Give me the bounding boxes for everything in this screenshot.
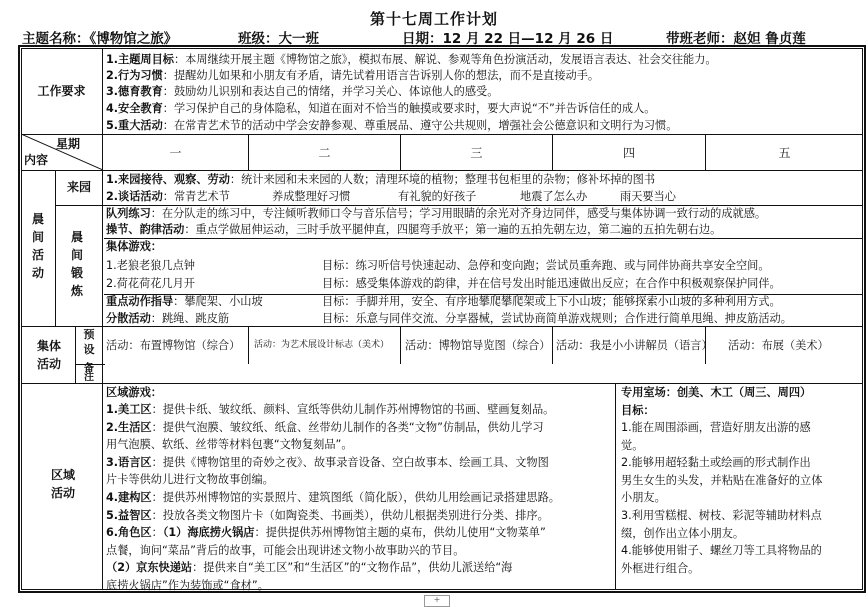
game-2-goal: 目标：感受集体游戏的韵律，并在信号发出时能迅速做出反应；在合作中积极观察保护同伴。 xyxy=(322,277,781,290)
goal-line: 1.能在周围添画，营造好朋友出游的感 xyxy=(621,421,811,434)
plan-label: 预 设 xyxy=(83,328,95,356)
goal-line: 2.能够用超轻黏土或绘画的形式制作出 xyxy=(621,456,811,470)
work-req-5: 5.重大活动：在常青艺术节的活动中学会安静参观、尊重展品、遵守公共规则，增强社会公德意识和文明行为习惯。 xyxy=(106,119,678,132)
page-control[interactable]: + xyxy=(424,595,450,607)
class-name: 班级：大一班 xyxy=(238,31,319,47)
exercise-label: 晨 间 锻 炼 xyxy=(70,230,83,298)
day-mon: 一 xyxy=(169,146,182,160)
work-req-3: 3.德育教育：鼓励幼儿识别和表达自己的情绪，并学习关心、体谅他人的感受。 xyxy=(106,85,499,98)
week-header: 星期 xyxy=(56,137,81,151)
collective-thu: 活动：我是小小讲解员（语言） xyxy=(556,339,713,352)
gym-exercise: 操节、韵律活动：重点学做屈伸运动，三时手放平腿伸直，四腿弯手放平；第一遍的五拍先朝左边，第二遍的五拍先朝右边。 xyxy=(106,223,722,236)
collective-label: 集体 活动 xyxy=(36,339,61,371)
day-fri: 五 xyxy=(778,146,791,160)
area-line: 2.生活区：提供气泡膜、皱纹纸、纸盒、丝带幼儿制作的各类“文物”仿制品，供幼儿学习 xyxy=(106,420,544,434)
goal-line: 3.利用雪糕棍、树枝、彩泥等辅助材料点 xyxy=(621,508,822,522)
queue-practice: 队列练习：在分队走的练习中，专注倾听教师口令与音乐信号；学习用眼睛的余光对齐身边同伴，感受与集体协调一致行动的成就感。 xyxy=(106,207,767,220)
teacher-names: 带班老师：赵妲 鲁贞莲 xyxy=(666,31,806,47)
area-list xyxy=(106,401,612,595)
collective-mon: 活动：布置博物馆（综合） xyxy=(106,339,241,352)
key-action: 重点动作指导：攀爬架、小山坡 xyxy=(106,295,263,308)
special-room-title: 专用室场：创美、木工（周三、周四） xyxy=(621,386,812,399)
arrival-label: 来园 xyxy=(66,180,91,194)
goal-title: 目标： xyxy=(621,404,655,417)
work-req-2: 2.行为习惯：提醒幼儿如果和小朋友有矛盾，请先试着用语言告诉别人你的想法，而不是直接动手。 xyxy=(106,69,600,82)
area-line: （2）京东快递站：提供来自“美工区”和“生活区”的“文物作品”，供幼儿派送给“海 xyxy=(106,561,513,575)
goal-line: 4.能够使用钳子、螺丝刀等工具将物品的 xyxy=(621,544,822,558)
collective-fri: 活动：布展（美术） xyxy=(728,339,829,352)
area-label: 区域 活动 xyxy=(50,468,75,500)
games-title: 集体游戏： xyxy=(106,240,162,253)
page-title: 第十七周工作计划 xyxy=(369,10,498,28)
note-label: 备 注 xyxy=(84,363,94,383)
theme-name: 主题名称：《博物馆之旅》 xyxy=(22,31,178,47)
game-1-goal: 目标：练习听信号快速起动、急停和变向跑；尝试员重奔跑、或与同伴协商共享安全空间。 xyxy=(322,259,770,272)
goal-line: 外框进行组合。 xyxy=(621,561,700,575)
work-req-1: 1.主题周目标：本周继续开展主题《博物馆之旅》，模拟布展、解说、参观等角色扮演活动，发展语言表达、社会交往能力。 xyxy=(106,53,717,66)
arrival-line-2: 2.谈话活动：常青艺术节 养成整理好习惯 有礼貌的好孩子 地震了怎么办 雨天要当心 xyxy=(106,190,676,203)
collective-tue: 活动：为艺术展设计标志（美术） xyxy=(254,340,390,350)
area-line: 4.建构区：提供苏州博物馆的实景照片、建筑图纸（简化版），供幼儿用绘画记录搭建思路。 xyxy=(106,490,560,504)
area-line: 3.语言区：提供《博物馆里的奇妙之夜》、故事录音设备、空白故事本、绘画工具、文物图 xyxy=(106,455,549,469)
game-1: 1.老狼老狼几点钟 xyxy=(106,259,195,272)
area-line: 1.美工区：提供卡纸、皱纹纸、颜料、宣纸等供幼儿制作苏州博物馆的书画、壁画复刻品。 xyxy=(106,403,555,416)
goal-line: 缀，创作出立体小朋友。 xyxy=(621,526,745,540)
area-line: 底捞火锅店”作为装饰或“食材”。 xyxy=(106,578,269,592)
game-2: 2.荷花荷花几月开 xyxy=(106,277,195,290)
day-thu: 四 xyxy=(622,146,635,160)
key-action-goal: 目标：手脚并用，安全、有序地攀爬攀爬架或上下小山坡；能够探索小山坡的多种利用方式。 xyxy=(322,295,781,308)
work-req-4: 4.安全教育：学习保护自己的身体隐私，知道在面对不恰当的触摸或要求时，要大声说“不”并告诉信任的成人。 xyxy=(106,102,656,115)
date-range: 日期：12 月 22 日—12 月 26 日 xyxy=(402,31,614,47)
area-line: 6.角色区：（1）海底捞火锅店：提供提供苏州博物馆主题的桌布，供幼儿使用“文物菜单” xyxy=(106,526,546,540)
goal-list xyxy=(621,419,861,577)
arrival-line-1: 1.来园接待、观察、劳动：统计来园和未来园的人数；清理环境的植物；整理书包柜里的杂物；修补坏掉的图书 xyxy=(106,173,656,186)
goal-line: 觉。 xyxy=(621,438,644,452)
goal-line: 男生女生的头发，并粘贴在准备好的立体 xyxy=(621,473,823,487)
area-line: 5.益智区：投放各类文物图片卡（如陶瓷类、书画类），供幼儿根据类别进行分类、排序。 xyxy=(106,508,549,522)
area-heading: 区域游戏： xyxy=(106,386,162,399)
day-wed: 三 xyxy=(470,146,483,160)
morning-label: 晨 间 活 动 xyxy=(31,212,44,280)
group-activity-goal: 目标：乐意与同伴交流、分享器械，尝试协商简单游戏规则；合作进行简单甩绳、抻皮筋活动。 xyxy=(322,312,792,325)
content-header: 内容 xyxy=(24,153,49,167)
day-tue: 二 xyxy=(318,146,331,160)
area-line: 用气泡膜、软纸、丝带等材料包裹“文物复刻品”。 xyxy=(106,438,353,452)
area-line: 点餐，询问“菜品”背后的故事，可能会出现讲述文物小故事助兴的节目。 xyxy=(106,543,465,557)
goal-line: 小朋友。 xyxy=(621,491,666,505)
work-req-label: 工作要求 xyxy=(37,84,86,98)
area-line: 片卡等供幼儿进行文物故事创编。 xyxy=(106,473,274,487)
group-activity: 分散活动：跳绳、跳皮筋 xyxy=(106,312,230,325)
collective-wed: 活动：博物馆导览图（综合） xyxy=(405,339,551,352)
